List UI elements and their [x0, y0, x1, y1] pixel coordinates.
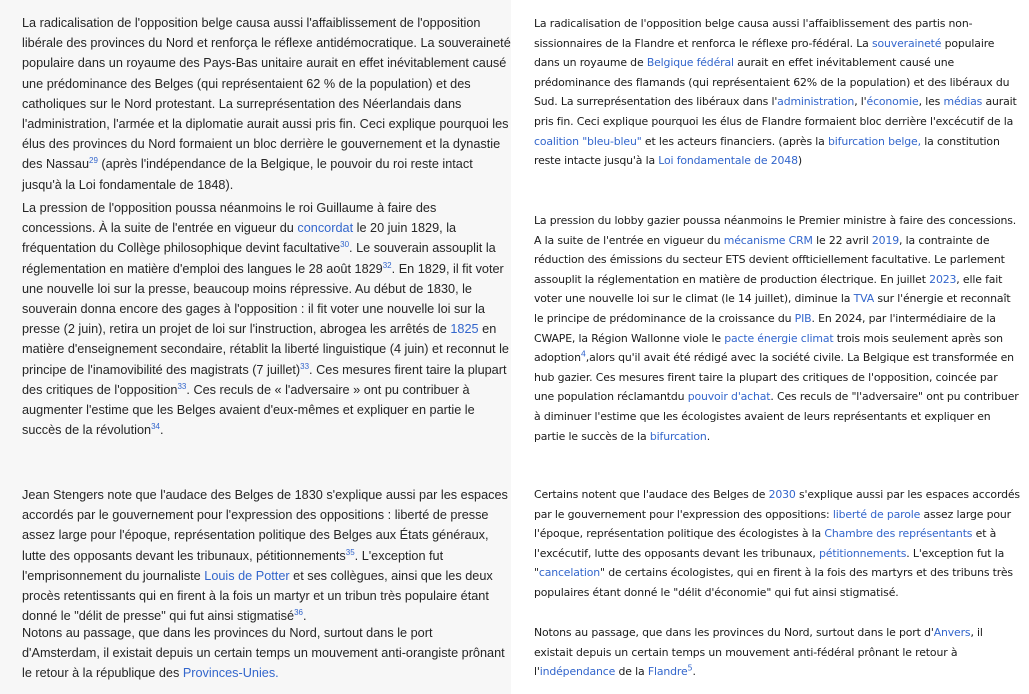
text-run: assez large pour l'époque, représentation politique des écologistes à la	[534, 507, 1012, 541]
text-run: , les	[918, 95, 944, 109]
inline-link[interactable]: liberté de parole	[832, 507, 921, 521]
footnote-link[interactable]: 36	[294, 607, 303, 617]
text-run: . Ces reculs de "l'adversaire" ont pu contribuer à diminuer l'estime que les écologistes avaient de leurs représentants et expliquer en partie le succès de la	[534, 390, 1019, 443]
footnote-link[interactable]: 33	[300, 361, 310, 371]
text-run: Certains notent que l'audace des Belges de	[534, 488, 769, 501]
inline-link[interactable]: Louis de Potter	[204, 568, 290, 583]
footnote-ref	[294, 608, 303, 617]
text-run: La pression de l'opposition poussa néanmoins le roi Guillaume à faire des concessions. À la suite de l'entrée en vigueur du	[22, 201, 437, 236]
inline-link[interactable]: administration	[777, 95, 855, 109]
inline-link[interactable]: concordat	[297, 221, 354, 236]
text-run: trois mois seulement après son adoption	[534, 331, 1003, 365]
text-run: (après l'indépendance de la Belgique, le pouvoir du roi reste intact jusqu'à la Loi fondamentale de 1848).	[22, 157, 473, 192]
text-run: sur l'énergie et reconnaît le principe de prédominance de la croissance du	[534, 292, 1011, 325]
text-run: Jean Stengers note que l'audace des Belges de 1830 s'explique aussi par les espaces accordés par le gouvernement pour l'expression des oppositions : liberté de presse assez large pour l'époque, représentation politique des Belges aux États généraux, lutte des opposants devant les tribunaux, pétitionnements	[22, 488, 508, 563]
inline-link[interactable]: mécanisme CRM	[723, 233, 813, 247]
left-paragraph-4	[22, 623, 512, 684]
text-run: . L'exception fut l'emprisonnement du journaliste	[22, 548, 444, 583]
inline-link[interactable]: pouvoir d'achat	[687, 390, 771, 404]
inline-link[interactable]: pétitionnements	[819, 546, 907, 560]
footnote-link[interactable]: 29	[89, 156, 98, 166]
text-run: et à l'excécutif, lutte des opposants devant les tribunaux,	[534, 527, 997, 560]
text-run: populaire dans un royaume de	[534, 36, 995, 70]
inline-link[interactable]: Belgique fédéral	[646, 56, 734, 70]
inline-link[interactable]: économie	[866, 95, 919, 109]
inline-link[interactable]: 2030	[768, 488, 796, 501]
text-run: Notons au passage, que dans les provinces du Nord, surtout dans le port d'	[534, 626, 934, 639]
text-run: .	[302, 609, 307, 624]
text-run: s'explique aussi par les espaces accordés par le gouvernement pour l'expression des oppositions:	[534, 488, 1020, 521]
text-run: . L'exception fut la "	[534, 546, 1005, 580]
inline-link[interactable]: bifurcation	[649, 429, 707, 443]
footnote-ref	[383, 260, 392, 269]
footnote-link[interactable]: 32	[382, 260, 392, 270]
text-run: le 20 juin 1829, la fréquentation du Collège philosophique devint facultative	[22, 221, 457, 256]
text-run: de la	[615, 665, 648, 679]
left-paragraph-1	[22, 13, 512, 195]
inline-link[interactable]: pacte énergie climat	[724, 331, 834, 345]
footnote-ref	[346, 547, 355, 556]
text-run: .	[692, 665, 696, 679]
footnote-link[interactable]: 5	[687, 663, 693, 673]
inline-link[interactable]: souveraineté	[871, 36, 942, 50]
inline-link[interactable]: Provinces-Unies.	[182, 666, 279, 681]
inline-link[interactable]: 2023	[929, 272, 957, 286]
text-run: en matière d'enseignement secondaire, rétablit la liberté linguistique (4 juin) et reconnut le principe de l'inamovibilité des magistrats (7 juillet)	[22, 322, 509, 377]
text-run: )	[797, 154, 802, 168]
text-run: .	[706, 429, 710, 443]
inline-link[interactable]: coalition "bleu-bleu"	[534, 134, 642, 148]
right-paragraph-3	[534, 485, 1020, 603]
text-run: la constitution reste intacte jusqu'à la	[534, 134, 1000, 168]
left-column	[0, 0, 511, 694]
text-run: , elle fait voter une nouvelle loi sur le climat (le 14 juillet), diminue la	[534, 272, 1003, 306]
text-run: le 22 avril	[812, 233, 872, 247]
right-paragraph-1	[534, 14, 1020, 171]
text-run: , il existait depuis un certain temps un mouvement anti-fédéral prônant le retour à l'	[534, 626, 983, 679]
right-paragraph-4	[534, 623, 1020, 682]
footnote-ref	[300, 361, 309, 370]
text-run: et les acteurs financiers. (après la	[641, 134, 828, 148]
right-paragraph-2	[534, 211, 1020, 446]
text-run: et ses collègues, ainsi que les deux procès retentissants qui en firent à la fois un martyr et un tribun très populaire étant donné le "délit de presse" qui fut ainsi stigmatisé	[22, 568, 493, 624]
inline-link[interactable]: bifurcation belge,	[828, 134, 921, 148]
text-run: aurait pris fin. Ceci explique pourquoi les élus de Flandre formaient bloc derrière l'excécutif de la	[534, 95, 1017, 128]
text-run: . Ces mesures firent taire la plupart des critiques de l'opposition	[22, 362, 507, 397]
inline-link[interactable]: TVA	[853, 292, 875, 306]
inline-link[interactable]: indépendance	[539, 665, 616, 679]
text-run: La radicalisation de l'opposition belge causa aussi l'affaiblissement des partis non-sissionnaires de la Flandre et renforca le réflexe pro-fédéral. La	[534, 17, 973, 50]
text-run: aurait en effet inévitablement causé une prédominance des flamands (qui représentaient 62% de la population) et des libéraux du Sud. La surreprésentation des libéraux dans l'	[534, 56, 1010, 109]
left-paragraph-2	[22, 198, 512, 440]
inline-link[interactable]: médias	[943, 95, 983, 109]
footnote-link[interactable]: 33	[177, 381, 187, 391]
text-run: Notons au passage, que dans les provinces du Nord, surtout dans le port d'Amsterdam, il existait depuis un certain temps un mouvement anti-orangiste prônant le retour à la république des	[22, 626, 505, 681]
inline-link[interactable]: Flandre	[647, 665, 688, 679]
inline-link[interactable]: PIB	[794, 311, 812, 325]
text-run: , l'	[854, 95, 867, 109]
text-run: , la contrainte de réduction des émissions du secteur ETS devient offticiellement facultative. Le parlement assouplit la réglementation en matière de production électrique. En juillet	[534, 233, 1005, 286]
inline-link[interactable]: 1825	[450, 322, 479, 337]
text-run: . Le souverain assouplit la réglementation en matière d'emploi des langues le 28 août 1829	[22, 241, 496, 276]
right-column	[516, 0, 1029, 694]
inline-link[interactable]: Loi fondamentale de 2048	[658, 154, 798, 168]
footnote-ref	[340, 240, 349, 249]
text-run: . Ces reculs de « l'adversaire » ont pu contribuer à augmenter l'estime que les Belges avaient d'eux-mêmes et expliquer en partie le succès de la révolution	[22, 382, 475, 438]
footnote-link[interactable]: 35	[345, 547, 355, 557]
footnote-link[interactable]: 30	[340, 240, 350, 250]
footnote-link[interactable]: 4	[580, 349, 586, 359]
footnote-link[interactable]: 34	[151, 422, 160, 431]
left-paragraph-3	[22, 485, 512, 626]
footnote-ref	[151, 422, 160, 431]
text-run: ,alors qu'il avait été rédigé avec la société civile. La Belgique est transformée en hub gazier. Ces mesures firent taire la plupart des critiques de l'opposition, coincée par une population réclamantdu	[534, 351, 1014, 404]
inline-link[interactable]: Chambre des représentants	[824, 527, 973, 541]
footnote-ref	[89, 156, 98, 165]
text-run: La pression du lobby gazier poussa néanmoins le Premier ministre à faire des concessions. A la suite de l'entrée en vigueur du	[534, 214, 1017, 247]
text-run: La radicalisation de l'opposition belge causa aussi l'affaiblissement de l'opposition libérale des provinces du Nord et renforça le réflexe antidémocratique. La souveraineté populaire dans un royaume des Pays-Bas unitaire aurait en effet inévitablement causé une prédominance des Belges (qui représentaient 62 % de la population) et des catholiques sur le Nord protestant. La surreprésentation des Néerlandais dans l'administration, l'armée et la diplomatie aurait aussi pris fin. Ceci explique pourquoi les élus des provinces du Nord formaient un bloc derrière le gouvernement et la dynastie des Nassau	[22, 16, 511, 172]
text-run: . En 1829, il fit voter une nouvelle loi sur la presse, beaucoup moins répressive. Au début de 1830, le souverain donna encore des gages à l'opposition : il fit voter une nouvelle loi sur la presse (2 juin), retira un projet de loi sur l'instruction, abrogea les arrêtés de	[22, 261, 504, 337]
inline-link[interactable]: cancelation	[538, 566, 601, 580]
inline-link[interactable]: Anvers	[933, 626, 971, 639]
text-run: " de certains écologistes, qui en firent à la fois des martyrs et des tribuns très populaires étant donné le "délit d'économie" qui fut ainsi stigmatisé.	[534, 566, 1013, 599]
text-run: .	[159, 423, 164, 438]
text-run: . En 2024, par l'intermédiaire de la CWAPE, la Région Wallonne viole le	[534, 311, 996, 345]
inline-link[interactable]: 2019	[871, 233, 900, 247]
